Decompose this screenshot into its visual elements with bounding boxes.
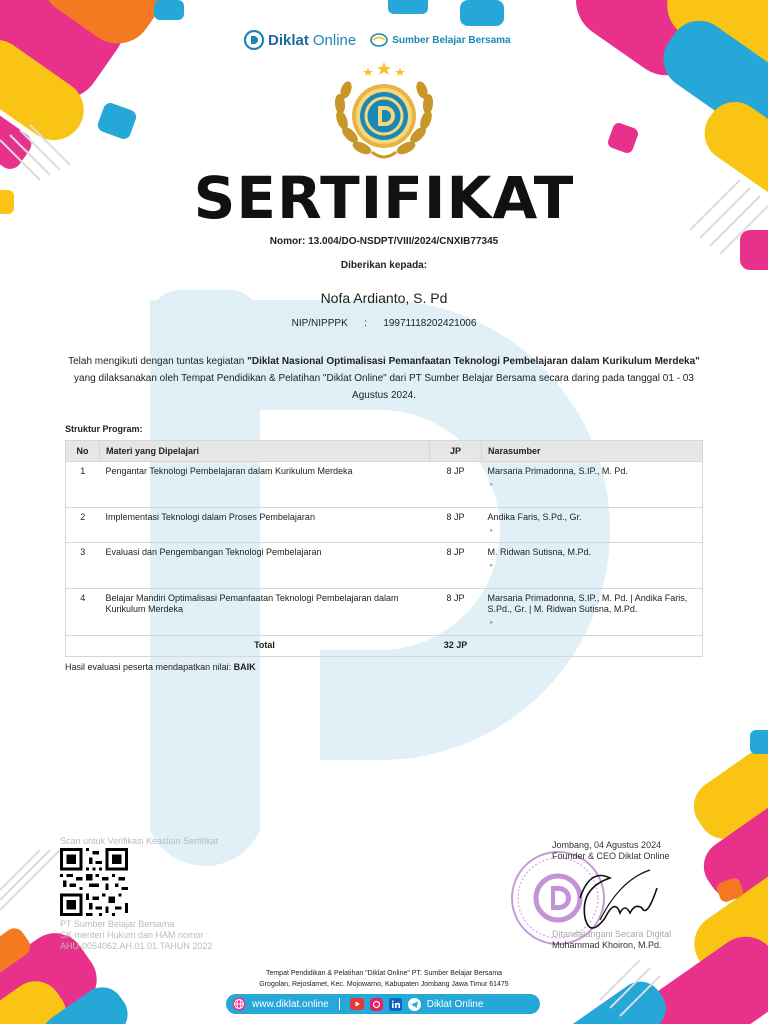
- recipient-name: Nofa Ardianto, S. Pd: [320, 290, 448, 306]
- address-line-2: Grogolan, Rejoslamet, Kec. Mojowarno, Kabupaten Jombang Jawa Timur 61475: [259, 981, 509, 988]
- footer-divider: [339, 998, 340, 1010]
- row-narasumber: [482, 543, 703, 589]
- event-title: "Diklat Nasional Optimalisasi Pemanfaatan Teknologi Pembelajaran dalam Kurikulum Merdeka": [247, 356, 700, 367]
- social-handle[interactable]: Diklat Online: [426, 998, 484, 1010]
- result-label: Hasil evaluasi peserta mendapatkan nilai:: [65, 662, 234, 672]
- brand-primary-bold: Diklat: [268, 31, 309, 49]
- table-header-row: [66, 441, 703, 462]
- nip-label: NIP/NIPPPK: [291, 318, 348, 329]
- row-no: 2: [66, 508, 100, 543]
- certificate-description: [62, 353, 706, 404]
- table-row: [66, 462, 703, 508]
- certificate-title: SERTIFIKAT: [193, 164, 575, 232]
- table-row: [66, 589, 703, 636]
- narasumber-text: Marsaria Primadonna, S.IP., M. Pd. | Andika Faris, S.Pd., Gr. | M. Ridwan Sutisna, M.Pd.: [487, 593, 688, 614]
- header-jp: JP: [430, 441, 482, 462]
- header-materi: Materi yang Dipelajari: [100, 441, 430, 462]
- website-link[interactable]: www.diklat.online: [252, 998, 329, 1010]
- total-spacer: [66, 636, 100, 657]
- laurel-emblem-icon: [328, 60, 440, 168]
- program-structure-label: Struktur Program:: [65, 424, 143, 434]
- bullet-icon: ◦: [489, 560, 493, 570]
- table-row: [66, 543, 703, 589]
- total-value: 32 JP: [430, 636, 482, 657]
- sumber-belajar-logo: [370, 33, 510, 47]
- header-no: No: [66, 441, 100, 462]
- bullet-icon: ◦: [489, 525, 493, 535]
- row-jp: 8 JP: [430, 508, 482, 543]
- instagram-icon[interactable]: [370, 998, 383, 1011]
- program-table: [65, 440, 703, 657]
- scan-label: Scan untuk Verifikasi Keaslian Sertifikat: [60, 836, 219, 846]
- qr-code-icon[interactable]: [60, 848, 128, 916]
- logo-bar: [244, 28, 511, 52]
- bullet-icon: ◦: [489, 479, 493, 489]
- brand-secondary: Sumber Belajar Bersama: [392, 34, 511, 46]
- place-date: Jombang, 04 Agustus 2024: [552, 840, 662, 850]
- total-spacer-right: [482, 636, 703, 657]
- total-label: Total: [100, 636, 430, 657]
- diklat-logo-icon: [244, 30, 264, 50]
- footer-address: [0, 968, 768, 990]
- row-jp: 8 JP: [430, 589, 482, 636]
- signature-icon: [560, 858, 680, 938]
- nip-separator: :: [364, 318, 367, 329]
- digital-sign-note: Ditandatangani Secara Digital: [552, 929, 672, 939]
- youtube-icon[interactable]: [350, 998, 364, 1010]
- row-no: 3: [66, 543, 100, 589]
- signer-name: Muhammad Khoiron, M.Pd.: [552, 940, 662, 950]
- table-total-row: [66, 636, 703, 657]
- row-no: 4: [66, 589, 100, 636]
- company-name: PT Sumber Belajar Bersama: [60, 919, 175, 929]
- header-narasumber: Narasumber: [482, 441, 703, 462]
- row-jp: 8 JP: [430, 462, 482, 508]
- result-value: BAIK: [233, 662, 256, 672]
- narasumber-text: Andika Faris, S.Pd., Gr.: [487, 512, 582, 522]
- given-to-label: Diberikan kepada:: [340, 260, 428, 271]
- book-icon: [370, 33, 388, 47]
- diklat-online-logo: [244, 30, 356, 50]
- bullet-icon: ◦: [489, 617, 493, 627]
- company-info: [60, 919, 212, 952]
- signer-role: Founder & CEO Diklat Online: [552, 851, 670, 861]
- brand-primary-light: Online: [312, 31, 357, 49]
- globe-icon: [232, 997, 246, 1011]
- row-no: 1: [66, 462, 100, 508]
- table-row: [66, 508, 703, 543]
- nip-line: [0, 318, 768, 329]
- footer-contact-bar: [226, 994, 540, 1014]
- sk-number: AHU-0054062.AH.01.01.TAHUN 2022: [60, 941, 213, 951]
- certificate-number: Nomor: 13.004/DO-NSDPT/VIII/2024/CNXIB77345: [269, 236, 499, 247]
- description-prefix: Telah mengikuti dengan tuntas kegiatan: [68, 356, 248, 367]
- telegram-icon[interactable]: [408, 998, 421, 1011]
- narasumber-text: Marsaria Primadonna, S.IP., M. Pd.: [487, 466, 628, 476]
- row-materi: Implementasi Teknologi dalam Proses Pembelajaran: [100, 508, 430, 543]
- evaluation-result: [65, 662, 256, 672]
- signature-footer: [552, 929, 671, 951]
- row-narasumber: [482, 462, 703, 508]
- sk-line: SK menteri Hukum dan HAM nomor: [60, 930, 204, 940]
- row-materi: Pengantar Teknologi Pembelajaran dalam Kurikulum Merdeka: [100, 462, 430, 508]
- nip-value: 19971118202421006: [383, 318, 477, 329]
- row-materi: Evaluasi dan Pengembangan Teknologi Pembelajaran: [100, 543, 430, 589]
- signature-header: [552, 840, 670, 862]
- narasumber-text: M. Ridwan Sutisna, M.Pd.: [487, 547, 592, 557]
- row-jp: 8 JP: [430, 543, 482, 589]
- row-narasumber: [482, 589, 703, 636]
- row-materi: Belajar Mandiri Optimalisasi Pemanfaatan Teknologi Pembelajaran dalam Kurikulum Merdeka: [100, 589, 430, 636]
- row-narasumber: [482, 508, 703, 543]
- description-suffix: yang dilaksanakan oleh Tempat Pendidikan & Pelatihan "Diklat Online" dari PT Sumber Belajar Bersama secara daring pada tanggal 01 - 03 Agustus 2024.: [74, 373, 694, 401]
- address-line-1: Tempat Pendidikan & Pelatihan "Diklat Online" PT. Sumber Belajar Bersama: [265, 970, 503, 977]
- linkedin-icon[interactable]: [389, 998, 402, 1011]
